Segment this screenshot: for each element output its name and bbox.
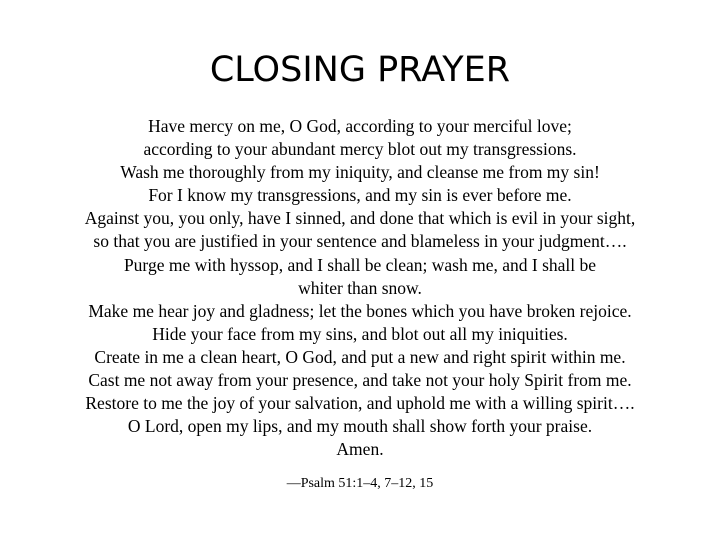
prayer-line: Wash me thoroughly from my iniquity, and cleanse me from my sin!	[120, 162, 600, 183]
prayer-line-amen: Amen.	[336, 439, 384, 460]
prayer-line: For I know my transgressions, and my sin is ever before me.	[148, 185, 572, 206]
prayer-text	[20, 115, 700, 461]
prayer-line: O Lord, open my lips, and my mouth shall show forth your praise.	[127, 416, 593, 437]
prayer-line: Have mercy on me, O God, according to your merciful love;	[148, 116, 572, 136]
prayer-line: Hide your face from my sins, and blot out all my iniquities.	[152, 323, 568, 344]
prayer-line: whiter than snow.	[298, 277, 422, 298]
prayer-line: Make me hear joy and gladness; let the bones which you have broken rejoice.	[88, 300, 632, 321]
prayer-line: Cast me not away from your presence, and take not your holy Spirit from me.	[88, 370, 632, 391]
prayer-line: so that you are justified in your sentence and blameless in your judgment….	[93, 231, 627, 252]
prayer-line: Purge me with hyssop, and I shall be clean; wash me, and I shall be	[123, 254, 597, 275]
slide-title: CLOSING PRAYER	[209, 50, 511, 90]
prayer-line: Create in me a clean heart, O God, and put a new and right spirit within me.	[94, 346, 626, 367]
prayer-line: Against you, you only, have I sinned, and done that which is evil in your sight,	[84, 208, 636, 229]
prayer-line: according to your abundant mercy blot out my transgressions.	[143, 139, 577, 160]
scripture-citation: —Psalm 51:1–4, 7–12, 15	[286, 476, 434, 491]
prayer-line: Restore to me the joy of your salvation, and uphold me with a willing spirit….	[85, 393, 635, 414]
